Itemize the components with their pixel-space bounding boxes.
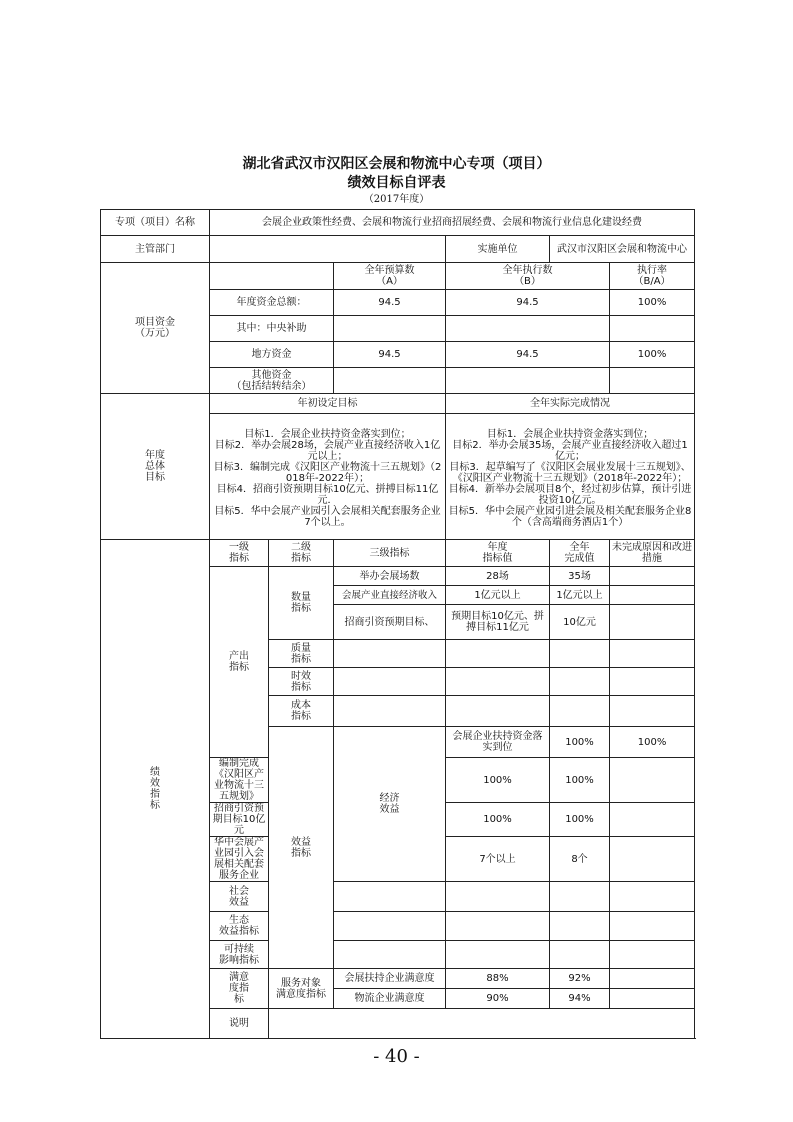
project-name-label: 专项（项目）名称 xyxy=(101,210,210,236)
indicator-actual: 35场 xyxy=(550,567,610,586)
social-label: 社会 效益 xyxy=(210,882,269,912)
header-target: 年度 指标值 xyxy=(446,540,550,567)
project-name-value: 会展企业政策性经费、会展和物流行业招商招展经费、会展和物流行业信息化建设经费 xyxy=(210,210,695,236)
empty-cell xyxy=(550,941,610,969)
evaluation-table xyxy=(100,209,695,1039)
indicator-reason xyxy=(610,803,695,837)
empty-cell xyxy=(334,640,446,668)
indicator-name: 会展产业直接经济收入 xyxy=(334,586,446,605)
impl-value: 武汉市汉阳区会展和物流中心 xyxy=(550,236,695,263)
note-label: 说明 xyxy=(210,1009,269,1039)
indicator-name: 招商引资预期目标10亿元 xyxy=(210,803,269,837)
indicator-actual: 92% xyxy=(550,969,610,989)
indicator-name: 华中会展产业园引入会展相关配套服务企业 xyxy=(210,837,269,882)
indicator-reason xyxy=(610,989,695,1009)
header-level1: 一级 指标 xyxy=(210,540,269,567)
indicator-target: 100% xyxy=(550,727,610,758)
project-name-row xyxy=(101,210,695,236)
empty-cell xyxy=(550,668,610,696)
funds-row-rate: 100% xyxy=(610,342,695,368)
funds-row-name: 年度资金总额： xyxy=(210,290,334,316)
goals-header-row xyxy=(101,394,695,414)
empty-cell xyxy=(610,941,695,969)
funds-label: 项目资金 （万元） xyxy=(101,263,210,394)
indicator-actual: 100% xyxy=(550,803,610,837)
empty-cell xyxy=(334,668,446,696)
empty-cell xyxy=(446,941,550,969)
quality-label: 质量 指标 xyxy=(269,640,334,668)
col-exec: 全年执行数 （B） xyxy=(446,263,610,290)
page-title-line1: 湖北省武汉市汉阳区会展和物流中心专项（项目） xyxy=(242,156,551,172)
goals-initial-header: 年初设定目标 xyxy=(210,394,446,414)
indicator-reason xyxy=(610,567,695,586)
indicator-target: 1亿元以上 xyxy=(446,586,550,605)
empty-cell xyxy=(550,912,610,941)
indicator-actual: 100% xyxy=(550,758,610,803)
empty-cell xyxy=(446,668,550,696)
indicator-target: 90% xyxy=(446,989,550,1009)
indicator-actual: 100% xyxy=(610,727,695,758)
indicator-name: 举办会展场数 xyxy=(334,567,446,586)
indicator-target: 预期目标10亿元、拼搏目标11亿元 xyxy=(446,605,550,640)
col-rate: 执行率 （B/A） xyxy=(610,263,695,290)
empty-cell xyxy=(610,912,695,941)
indicator-actual: 94% xyxy=(550,989,610,1009)
impl-label: 实施单位 xyxy=(446,236,550,263)
indicator-actual: 1亿元以上 xyxy=(550,586,610,605)
funds-header-row xyxy=(101,263,695,290)
empty-cell xyxy=(610,696,695,727)
indicator-name: 会展扶持企业满意度 xyxy=(334,969,446,989)
output-label: 产出 指标 xyxy=(210,567,269,758)
empty-cell xyxy=(446,696,550,727)
indicator-reason xyxy=(610,837,695,882)
page-title-line2: 绩效目标自评表 xyxy=(347,175,446,191)
funds-row-budget: 94.5 xyxy=(334,342,446,368)
funds-row-budget xyxy=(334,368,446,394)
empty-cell xyxy=(334,882,446,912)
funds-row-budget: 94.5 xyxy=(334,290,446,316)
empty-cell xyxy=(610,640,695,668)
dept-value xyxy=(210,236,446,263)
funds-row-budget xyxy=(334,316,446,342)
funds-row-exec xyxy=(446,316,610,342)
funds-row-name: 其中：中央补助 xyxy=(210,316,334,342)
indicator-target: 100% xyxy=(446,803,550,837)
funds-row-exec: 94.5 xyxy=(446,342,610,368)
empty-cell xyxy=(334,941,446,969)
goals-initial-text: 目标1．会展企业扶持资金落实到位； 目标2．举办会展28场，会展产业直接经济收入1亿元以上； 目标3．编制完成《汉阳区产业物流十三五规划》（2018年-2022年）； 目标4．招商引资预期目标10亿元、拼搏目标11亿元． 目标5．华中会展产业园引入会展相关配套服务企业7个以上。 xyxy=(210,414,446,540)
indicator-actual: 10亿元 xyxy=(550,605,610,640)
empty-cell xyxy=(446,912,550,941)
empty-cell xyxy=(334,912,446,941)
indicator-actual: 8个 xyxy=(550,837,610,882)
funds-row-rate xyxy=(610,368,695,394)
funds-row-name: 地方资金 xyxy=(210,342,334,368)
indicator-target: 88% xyxy=(446,969,550,989)
indicator-target: 7个以上 xyxy=(446,837,550,882)
header-level3: 三级指标 xyxy=(334,540,446,567)
col-budget: 全年预算数 （A） xyxy=(334,263,446,290)
empty-cell xyxy=(334,696,446,727)
funds-row-exec xyxy=(446,368,610,394)
indicator-name: 物流企业满意度 xyxy=(334,989,446,1009)
empty-cell xyxy=(550,882,610,912)
empty-cell xyxy=(446,882,550,912)
empty-cell xyxy=(550,696,610,727)
header-actual: 全年 完成值 xyxy=(550,540,610,567)
goals-label: 年度 总体 目标 xyxy=(101,394,210,540)
perf-header-row xyxy=(101,540,695,567)
funds-header-blank xyxy=(210,263,334,290)
empty-cell xyxy=(550,640,610,668)
satisfaction-sub-label: 服务对象 满意度指标 xyxy=(269,969,334,1009)
ecological-label: 生态 效益指标 xyxy=(210,912,269,941)
indicator-reason xyxy=(610,605,695,640)
department-row xyxy=(101,236,695,263)
indicator-reason xyxy=(610,969,695,989)
benefit-label: 效益 指标 xyxy=(269,727,334,969)
indicator-target: 28场 xyxy=(446,567,550,586)
indicator-name: 会展企业扶持资金落实到位 xyxy=(446,727,550,758)
header-level2: 二级 指标 xyxy=(269,540,334,567)
quantity-label: 数量 指标 xyxy=(269,567,334,640)
page-number: - 40 - xyxy=(373,1046,420,1067)
indicator-reason xyxy=(610,758,695,803)
funds-row-name: 其他资金 （包括结转结余） xyxy=(210,368,334,394)
page-year: （2017年度） xyxy=(363,194,430,205)
timeliness-label: 时效 指标 xyxy=(269,668,334,696)
satisfaction-label: 满意 度指 标 xyxy=(210,969,269,1009)
funds-row-rate: 100% xyxy=(610,290,695,316)
funds-row-exec: 94.5 xyxy=(446,290,610,316)
indicator-name: 编制完成《汉阳区产业物流十三五规划》 xyxy=(210,758,269,803)
indicator-name: 招商引资预期目标、 xyxy=(334,605,446,640)
empty-cell xyxy=(610,668,695,696)
cost-label: 成本 指标 xyxy=(269,696,334,727)
perf-label: 绩 效 指 标 xyxy=(101,540,210,1039)
header-reason: 未完成原因和改进 措施 xyxy=(610,540,695,567)
dept-label: 主管部门 xyxy=(101,236,210,263)
indicator-reason xyxy=(610,586,695,605)
indicator-target: 100% xyxy=(446,758,550,803)
note-value xyxy=(269,1009,695,1039)
economic-label: 经济 效益 xyxy=(334,727,446,882)
sustainable-label: 可持续 影响指标 xyxy=(210,941,269,969)
funds-row-rate xyxy=(610,316,695,342)
goals-actual-header: 全年实际完成情况 xyxy=(446,394,695,414)
goals-actual-text: 目标1．会展企业扶持资金落实到位； 目标2．举办会展35场，会展产业直接经济收入超过1亿元； 目标3．起草编写了《汉阳区会展业发展十三五规划》、《汉阳区产业物流十三五规划》（2018年-2022年）； 目标4．新举办会展项目8个，经过初步估算，预计引进投资10亿元。 目标5．华中会展产业园引进会展及相关配套服务企业8个（含高端商务酒店1个） xyxy=(446,414,695,540)
empty-cell xyxy=(446,640,550,668)
empty-cell xyxy=(610,882,695,912)
